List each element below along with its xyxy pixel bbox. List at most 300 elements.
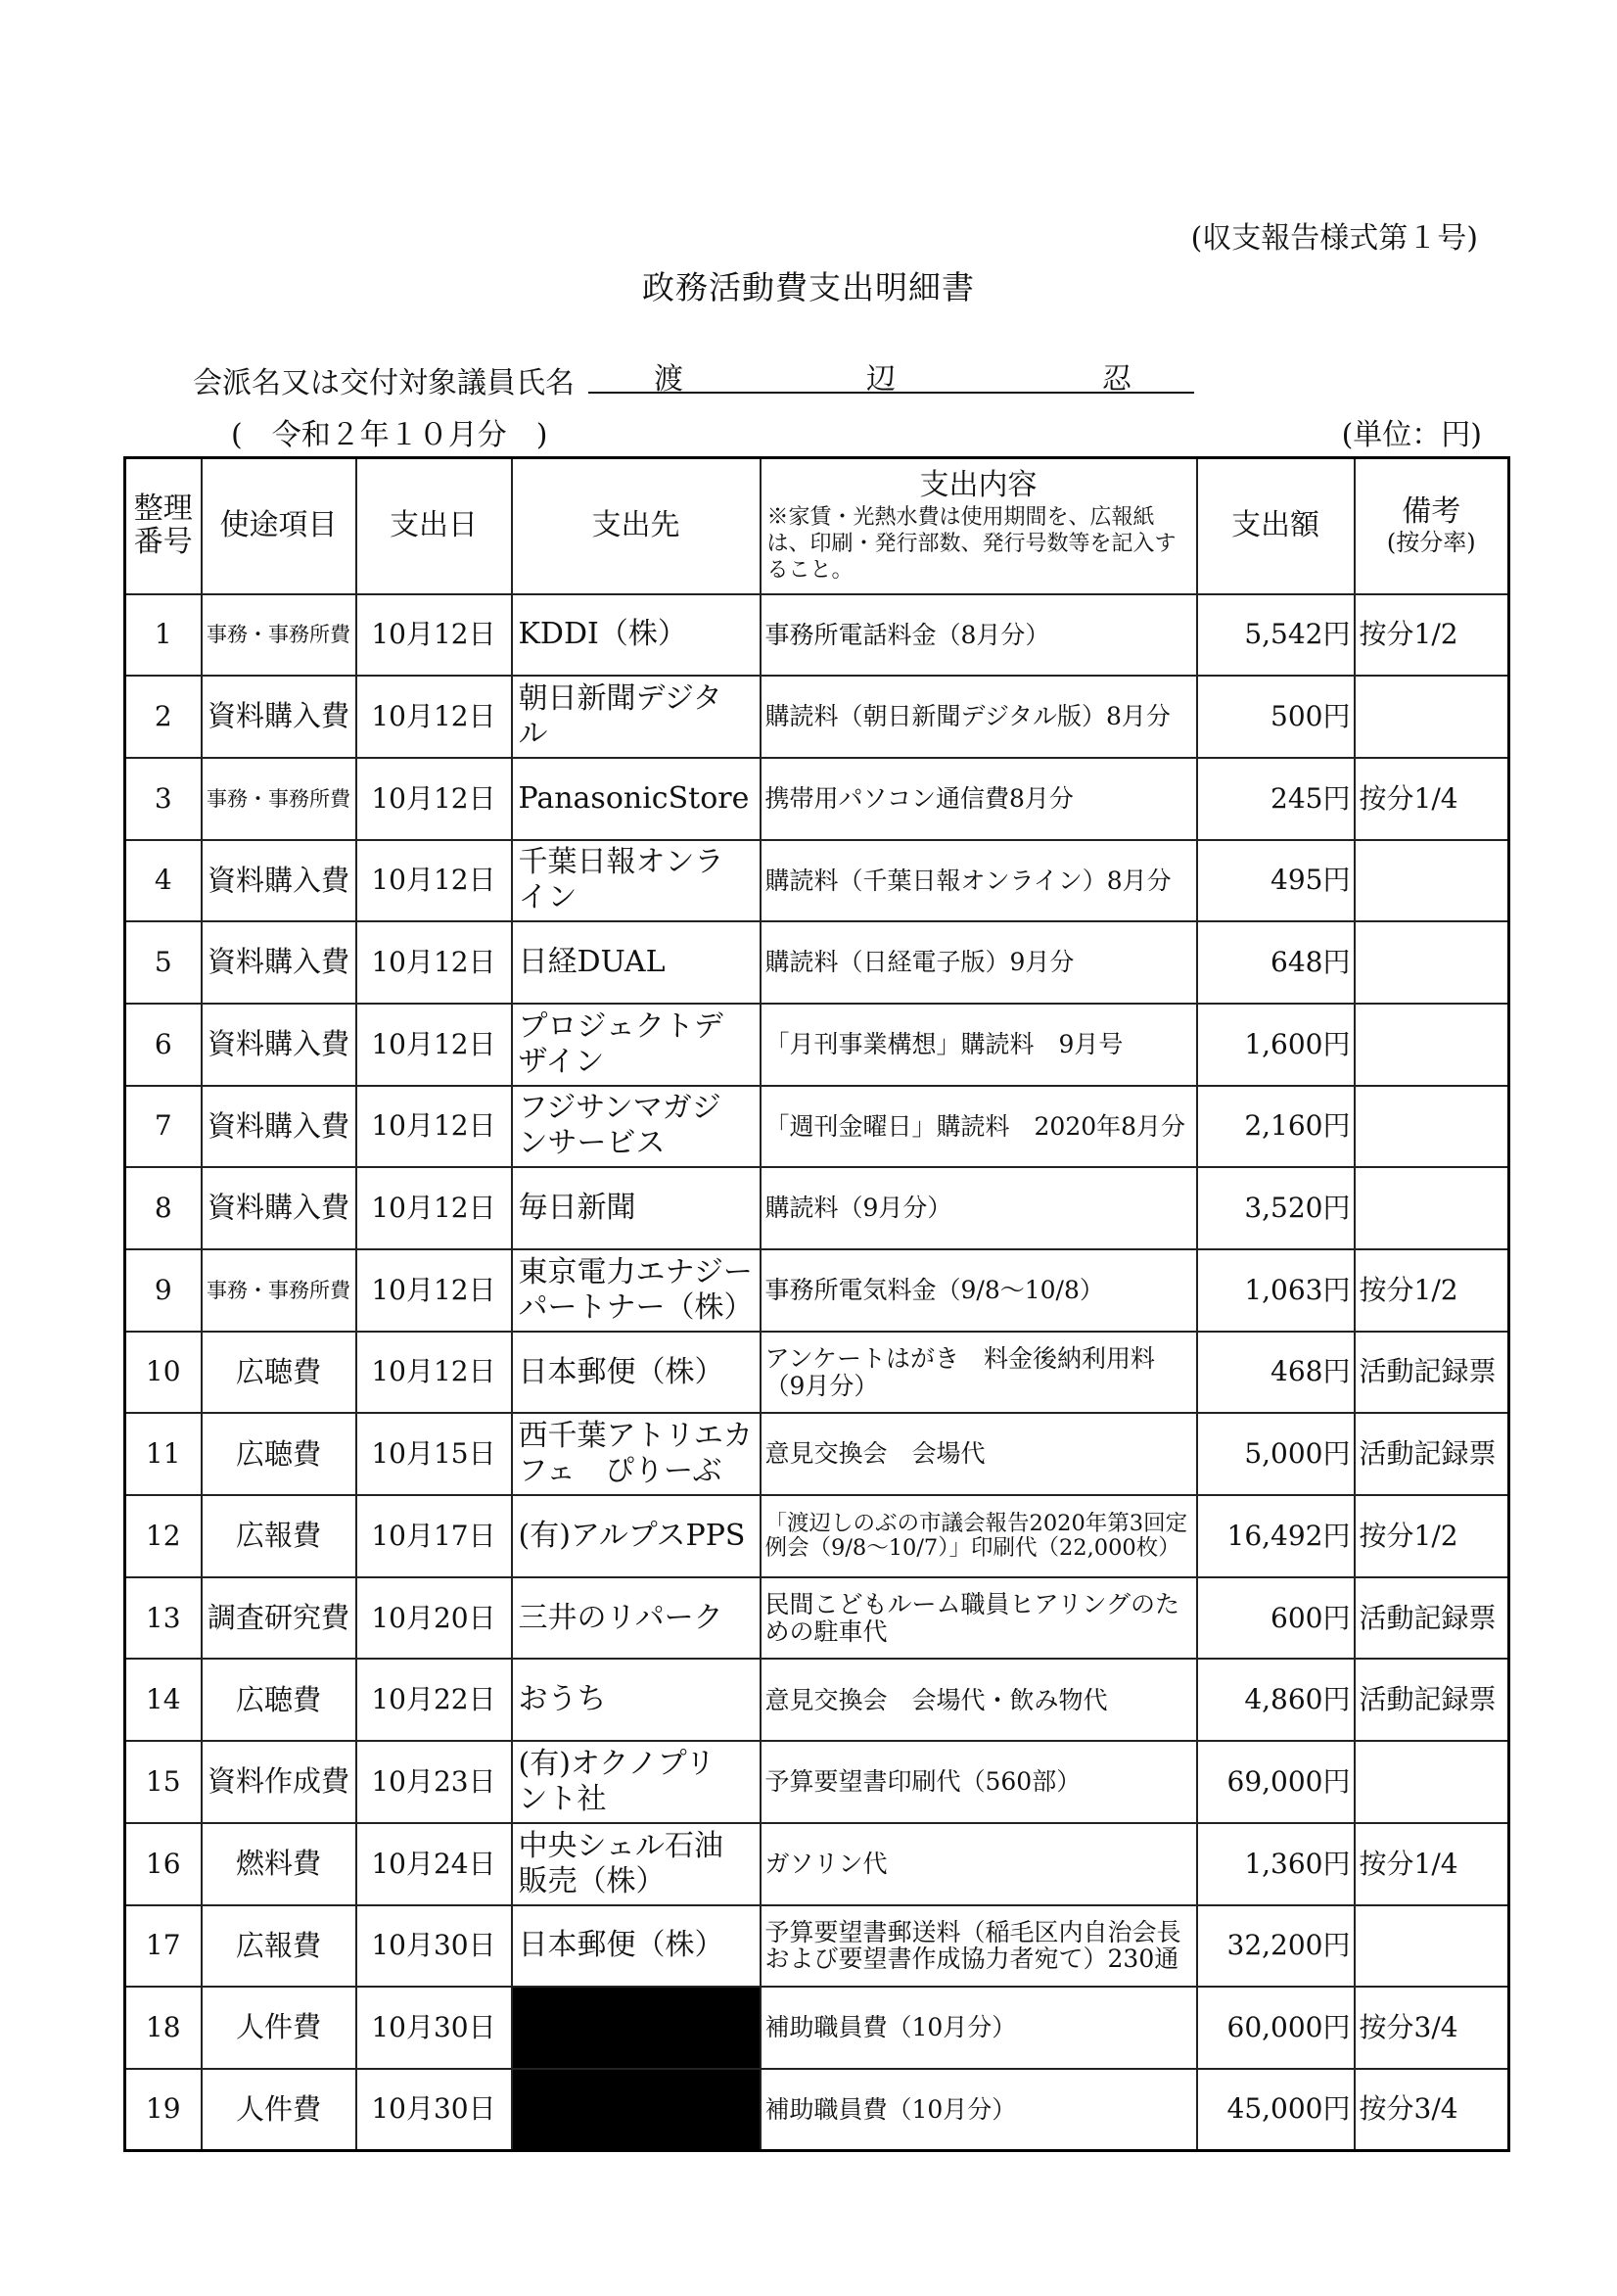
row-payee: 日本郵便（株）: [518, 1354, 724, 1389]
row-remarks-cell: [1355, 921, 1509, 1004]
row-amount: 16,492円: [1226, 1520, 1351, 1552]
row-purpose: 燃料費: [235, 1847, 321, 1880]
row-content-cell: [761, 840, 1197, 922]
member-name-char: 忍: [1102, 362, 1132, 397]
row-remarks: 按分1/2: [1359, 1274, 1458, 1306]
row-payee-cell: [512, 921, 761, 1004]
row-date-cell: [356, 840, 512, 922]
header-amount: [1197, 458, 1355, 594]
row-date: 10月12日: [371, 1110, 496, 1143]
row-no-cell: [125, 1823, 202, 1905]
row-amount-cell: [1197, 676, 1355, 758]
row-date: 10月30日: [371, 2093, 496, 2126]
row-payee: PanasonicStore: [518, 780, 750, 816]
row-amount: 69,000円: [1226, 1765, 1351, 1798]
row-purpose-cell: [202, 921, 356, 1004]
row-no-cell: [125, 1167, 202, 1249]
row-payee: フジサンマガジ ンサービス: [518, 1091, 721, 1161]
row-remarks-cell: [1355, 1987, 1509, 2069]
row-amount: 245円: [1270, 782, 1351, 815]
row-content: 「渡辺しのぶの市議会報告2020年第3回定 例会（9/8～10/7）」印刷代（22,000枚）: [764, 1512, 1188, 1561]
row-payee-cell: [512, 1249, 761, 1332]
header-payee: [512, 458, 761, 594]
row-amount-cell: [1197, 1495, 1355, 1577]
row-no: 4: [154, 865, 172, 897]
row-content: 携帯用パソコン通信費8月分: [764, 784, 1074, 813]
row-no-cell: [125, 1905, 202, 1988]
row-remarks-cell: [1355, 1495, 1509, 1577]
row-purpose-cell: [202, 1659, 356, 1741]
row-content: 民間こどもルーム職員ヒアリングのた めの駐車代: [764, 1591, 1180, 1646]
row-payee: 三井のリパーク: [518, 1600, 723, 1635]
row-amount: 648円: [1270, 947, 1351, 978]
row-no-cell: [125, 840, 202, 922]
row-date-cell: [356, 1086, 512, 1168]
table-row: [125, 1495, 1509, 1577]
table-row: [125, 1004, 1509, 1086]
row-amount: 60,000円: [1226, 2011, 1351, 2043]
member-name-field: [588, 352, 1194, 397]
row-date-cell: [356, 1167, 512, 1249]
table-header: [125, 458, 1509, 594]
row-amount: 2,160円: [1244, 1110, 1351, 1143]
row-no-cell: [125, 1741, 202, 1823]
row-payee: プロジェクトデ ザイン: [518, 1008, 723, 1079]
expense-detail-table: [123, 456, 1510, 2152]
row-no: 5: [154, 947, 172, 978]
row-content-cell: [761, 1987, 1197, 2069]
row-payee: 日経DUAL: [518, 945, 666, 980]
row-payee-cell: [512, 1332, 761, 1414]
row-amount-cell: [1197, 2069, 1355, 2151]
row-purpose-cell: [202, 1577, 356, 1660]
row-no: 6: [154, 1028, 172, 1060]
row-date-cell: [356, 1577, 512, 1660]
row-purpose-cell: [202, 594, 356, 677]
row-amount-cell: [1197, 1086, 1355, 1168]
row-purpose-cell: [202, 1332, 356, 1414]
row-payee: 中央シェル石油 販売（株）: [518, 1828, 723, 1898]
row-date-cell: [356, 758, 512, 840]
row-content-cell: [761, 1249, 1197, 1332]
row-remarks: 按分1/4: [1359, 782, 1458, 815]
header-purpose: [202, 458, 356, 594]
row-no-cell: [125, 1086, 202, 1168]
row-no: 2: [154, 700, 172, 732]
row-purpose: 広報費: [235, 1520, 321, 1553]
row-date-cell: [356, 1004, 512, 1086]
row-payee-cell: [512, 1495, 761, 1577]
row-purpose-cell: [202, 1004, 356, 1086]
row-purpose-cell: [202, 1249, 356, 1332]
row-remarks-cell: [1355, 1659, 1509, 1741]
row-amount: 1,360円: [1244, 1848, 1351, 1880]
row-no: 7: [154, 1110, 172, 1143]
table-row: [125, 1741, 1509, 1823]
row-purpose: 調査研究費: [207, 1601, 349, 1634]
row-date: 10月12日: [371, 782, 496, 815]
table-row: [125, 921, 1509, 1004]
row-amount-cell: [1197, 1659, 1355, 1741]
form-number-label: (収支報告様式第１号): [1190, 221, 1478, 256]
row-date-cell: [356, 1413, 512, 1495]
row-content: 購読料（日経電子版）9月分: [764, 949, 1075, 976]
member-name-char: 辺: [866, 362, 896, 397]
table-body: [125, 594, 1509, 2151]
header-row: [125, 458, 1509, 594]
row-no: 3: [154, 782, 172, 815]
row-amount: 45,000円: [1226, 2093, 1351, 2126]
row-purpose-cell: [202, 2069, 356, 2151]
row-payee: 毎日新聞: [518, 1191, 636, 1226]
row-payee-cell: [512, 1659, 761, 1741]
row-remarks-cell: [1355, 2069, 1509, 2151]
row-date: 10月30日: [371, 2011, 496, 2043]
row-content-cell: [761, 1659, 1197, 1741]
row-content-cell: [761, 1004, 1197, 1086]
row-payee: おうち: [518, 1682, 607, 1717]
row-remarks-cell: [1355, 1004, 1509, 1086]
member-name-char: 渡: [654, 362, 683, 397]
row-content: 購読料（朝日新聞デジタル版）8月分: [764, 703, 1171, 730]
row-purpose: 資料購入費: [207, 700, 349, 733]
row-purpose: 資料購入費: [207, 1109, 349, 1143]
row-payee: (有)オクノプリ ント社: [518, 1746, 716, 1816]
table-row: [125, 1905, 1509, 1988]
header-amount-label: 支出額: [1231, 508, 1319, 542]
row-purpose: 人件費: [235, 2092, 321, 2126]
reporting-period: ( 令和２年１０月分 ): [231, 418, 548, 452]
row-content: 意見交換会 会場代: [764, 1440, 986, 1468]
header-remarks: [1355, 458, 1509, 594]
row-date-cell: [356, 921, 512, 1004]
row-content-cell: [761, 594, 1197, 677]
row-purpose-cell: [202, 1086, 356, 1168]
row-remarks-cell: [1355, 594, 1509, 677]
row-content: 購読料（9月分）: [764, 1195, 952, 1222]
row-purpose-cell: [202, 1823, 356, 1905]
row-content-cell: [761, 1332, 1197, 1414]
row-content: ガソリン代: [764, 1850, 888, 1878]
row-purpose-cell: [202, 1905, 356, 1988]
table-row: [125, 1823, 1509, 1905]
row-remarks: 按分3/4: [1359, 2093, 1458, 2126]
table-row: [125, 758, 1509, 840]
row-no: 18: [145, 2011, 181, 2043]
row-remarks-cell: [1355, 758, 1509, 840]
row-content-cell: [761, 1905, 1197, 1988]
row-amount-cell: [1197, 594, 1355, 677]
row-date-cell: [356, 1741, 512, 1823]
row-purpose-cell: [202, 1495, 356, 1577]
row-remarks: 活動記録票: [1359, 1602, 1497, 1634]
header-no-label: 整理 番号: [133, 491, 193, 560]
row-amount-cell: [1197, 840, 1355, 922]
row-amount: 3,520円: [1244, 1193, 1351, 1225]
row-payee-cell: [512, 2069, 761, 2151]
row-amount: 32,200円: [1226, 1930, 1351, 1962]
row-no: 19: [145, 2093, 181, 2126]
row-date: 10月12日: [371, 1356, 496, 1388]
row-purpose: 資料購入費: [207, 1028, 349, 1061]
row-purpose: 広聴費: [235, 1683, 321, 1716]
header-date-label: 支出日: [390, 508, 478, 542]
row-purpose: 広聴費: [235, 1355, 321, 1388]
row-payee-cell: [512, 1004, 761, 1086]
row-date: 10月15日: [371, 1438, 496, 1471]
member-name-label: 会派名又は交付対象議員氏名: [193, 366, 575, 400]
row-amount-cell: [1197, 1332, 1355, 1414]
table-row: [125, 1413, 1509, 1495]
row-no-cell: [125, 1249, 202, 1332]
row-date: 10月22日: [371, 1684, 496, 1716]
row-no: 16: [145, 1848, 181, 1880]
row-content-cell: [761, 2069, 1197, 2151]
header-date: [356, 458, 512, 594]
header-remarks-label: 備考: [1402, 493, 1461, 529]
unit-label: (単位：円): [1341, 418, 1482, 452]
row-date-cell: [356, 1332, 512, 1414]
row-no-cell: [125, 2069, 202, 2151]
row-remarks-cell: [1355, 840, 1509, 922]
row-remarks: 活動記録票: [1359, 1684, 1497, 1716]
row-content: 意見交換会 会場代・飲み物代: [764, 1686, 1108, 1714]
row-payee-cell: [512, 758, 761, 840]
row-amount: 468円: [1270, 1356, 1351, 1388]
row-amount: 495円: [1270, 865, 1351, 897]
row-no-cell: [125, 1577, 202, 1660]
row-amount-cell: [1197, 1413, 1355, 1495]
table-row: [125, 1167, 1509, 1249]
row-amount-cell: [1197, 1167, 1355, 1249]
row-payee-cell: [512, 1413, 761, 1495]
row-amount-cell: [1197, 1823, 1355, 1905]
row-purpose-cell: [202, 1167, 356, 1249]
row-payee: 西千葉アトリエカ フェ ぴりーぶ: [518, 1419, 753, 1489]
redaction-block: [513, 2070, 760, 2148]
row-no: 1: [154, 619, 172, 651]
row-remarks-cell: [1355, 676, 1509, 758]
row-purpose-cell: [202, 1413, 356, 1495]
table-row: [125, 1577, 1509, 1660]
row-amount: 1,063円: [1244, 1274, 1351, 1306]
table-row: [125, 840, 1509, 922]
row-content: 「週刊金曜日」購読料 2020年8月分: [764, 1112, 1186, 1141]
row-content-cell: [761, 1741, 1197, 1823]
row-date: 10月20日: [371, 1602, 496, 1634]
row-remarks-cell: [1355, 1249, 1509, 1332]
table-row: [125, 594, 1509, 677]
row-date: 10月24日: [371, 1848, 496, 1880]
row-remarks-cell: [1355, 1413, 1509, 1495]
row-remarks-cell: [1355, 1086, 1509, 1168]
row-content-cell: [761, 1086, 1197, 1168]
row-amount-cell: [1197, 921, 1355, 1004]
row-purpose: 資料購入費: [207, 864, 349, 897]
row-content-cell: [761, 1823, 1197, 1905]
row-amount-cell: [1197, 1004, 1355, 1086]
row-no: 14: [145, 1684, 181, 1716]
row-payee: 朝日新聞デジタ ル: [518, 681, 722, 752]
row-purpose-cell: [202, 840, 356, 922]
row-purpose: 資料購入費: [207, 1192, 349, 1225]
row-content: 補助職員費（10月分）: [764, 2095, 1017, 2124]
row-no-cell: [125, 594, 202, 677]
table-row: [125, 2069, 1509, 2151]
row-remarks: 按分1/4: [1359, 1848, 1458, 1880]
row-payee-cell: [512, 594, 761, 677]
row-date: 10月12日: [371, 619, 496, 651]
row-date: 10月12日: [371, 947, 496, 978]
row-amount-cell: [1197, 1249, 1355, 1332]
row-no-cell: [125, 1413, 202, 1495]
row-purpose: 事務・事務所費: [207, 786, 350, 811]
row-content: 補助職員費（10月分）: [764, 2014, 1017, 2041]
row-remarks-cell: [1355, 1905, 1509, 1988]
header-purpose-label: 使途項目: [219, 508, 338, 542]
header-no: [125, 458, 202, 594]
row-payee: 日本郵便（株）: [518, 1928, 724, 1963]
row-no-cell: [125, 676, 202, 758]
row-content-cell: [761, 1413, 1197, 1495]
row-date-cell: [356, 1495, 512, 1577]
row-date-cell: [356, 594, 512, 677]
row-no-cell: [125, 1004, 202, 1086]
row-remarks: 按分1/2: [1359, 1520, 1458, 1552]
row-remarks-cell: [1355, 1167, 1509, 1249]
row-date-cell: [356, 1249, 512, 1332]
row-amount-cell: [1197, 1741, 1355, 1823]
row-content-cell: [761, 1495, 1197, 1577]
table-row: [125, 1332, 1509, 1414]
row-purpose: 資料作成費: [207, 1765, 349, 1799]
row-date: 10月17日: [371, 1520, 496, 1552]
row-payee-cell: [512, 1086, 761, 1168]
row-content: 予算要望書郵送料（稲毛区内自治会長 および要望書作成協力者宛て）230通: [764, 1918, 1181, 1973]
row-remarks-cell: [1355, 1741, 1509, 1823]
row-no-cell: [125, 1495, 202, 1577]
row-purpose: 広聴費: [235, 1437, 321, 1471]
row-payee-cell: [512, 1741, 761, 1823]
row-no: 17: [145, 1930, 181, 1962]
row-date-cell: [356, 676, 512, 758]
row-payee: KDDI（株）: [518, 617, 687, 652]
row-content: 「月刊事業構想」購読料 9月号: [764, 1031, 1124, 1058]
header-remarks-sub: (按分率): [1386, 529, 1476, 557]
row-payee: 東京電力エナジー パートナー（株）: [518, 1254, 754, 1325]
row-payee: (有)アルプスPPS: [518, 1518, 746, 1553]
row-content-cell: [761, 676, 1197, 758]
row-remarks-cell: [1355, 1332, 1509, 1414]
row-amount-cell: [1197, 1987, 1355, 2069]
row-date-cell: [356, 2069, 512, 2151]
row-date: 10月12日: [371, 1193, 496, 1225]
row-no: 15: [145, 1765, 181, 1798]
row-no-cell: [125, 1659, 202, 1741]
row-date: 10月30日: [371, 1930, 496, 1962]
row-amount: 5,542円: [1244, 619, 1351, 651]
row-remarks: 活動記録票: [1359, 1356, 1497, 1388]
row-content-cell: [761, 921, 1197, 1004]
row-no: 8: [154, 1193, 172, 1225]
row-no: 10: [145, 1356, 181, 1388]
row-amount-cell: [1197, 758, 1355, 840]
row-payee-cell: [512, 1167, 761, 1249]
table-row: [125, 1249, 1509, 1332]
row-no: 12: [145, 1520, 181, 1552]
table-row: [125, 1086, 1509, 1168]
row-payee: 千葉日報オンラ イン: [518, 845, 724, 915]
row-content: 予算要望書印刷代（560部）: [764, 1768, 1082, 1796]
row-no: 9: [154, 1274, 172, 1306]
page-title: 政務活動費支出明細書: [642, 268, 975, 306]
row-no-cell: [125, 758, 202, 840]
row-payee-cell: [512, 1577, 761, 1660]
table-row: [125, 1987, 1509, 2069]
row-content-cell: [761, 758, 1197, 840]
row-no-cell: [125, 1332, 202, 1414]
row-payee-cell: [512, 676, 761, 758]
row-amount-cell: [1197, 1577, 1355, 1660]
row-no: 11: [145, 1438, 181, 1471]
row-no: 13: [145, 1602, 181, 1634]
row-purpose: 事務・事務所費: [207, 623, 350, 647]
row-no-cell: [125, 921, 202, 1004]
row-date: 10月12日: [371, 700, 496, 732]
table-row: [125, 676, 1509, 758]
row-payee-cell: [512, 1905, 761, 1988]
row-purpose-cell: [202, 1987, 356, 2069]
row-date-cell: [356, 1987, 512, 2069]
header-content: [761, 458, 1197, 594]
row-date: 10月12日: [371, 1274, 496, 1306]
row-content-cell: [761, 1167, 1197, 1249]
row-amount-cell: [1197, 1905, 1355, 1988]
redaction-block: [513, 1989, 760, 2067]
row-payee-cell: [512, 1823, 761, 1905]
row-date-cell: [356, 1905, 512, 1988]
row-purpose-cell: [202, 676, 356, 758]
header-content-label: 支出内容: [919, 468, 1038, 502]
row-date-cell: [356, 1659, 512, 1741]
row-date: 10月12日: [371, 1028, 496, 1060]
row-remarks: 按分1/2: [1359, 619, 1458, 651]
row-date: 10月23日: [371, 1765, 496, 1798]
row-purpose: 資料購入費: [207, 946, 349, 979]
row-content: 事務所電気料金（9/8～10/8）: [764, 1277, 1104, 1304]
header-payee-label: 支出先: [591, 508, 680, 542]
row-amount: 500円: [1270, 700, 1351, 732]
row-no-cell: [125, 1987, 202, 2069]
header-content-note: ※家賃・光熱水費は使用期間を、広報紙 は、印刷・発行部数、発行号数等を記入す ること。: [766, 505, 1177, 583]
row-purpose: 人件費: [235, 2011, 321, 2044]
row-remarks: 按分3/4: [1359, 2011, 1458, 2043]
row-content: 事務所電話料金（8月分）: [764, 621, 1050, 649]
row-remarks: 活動記録票: [1359, 1438, 1497, 1471]
table-row: [125, 1659, 1509, 1741]
row-purpose-cell: [202, 758, 356, 840]
row-amount: 600円: [1270, 1602, 1351, 1634]
row-amount: 5,000円: [1244, 1438, 1351, 1471]
row-payee-cell: [512, 1987, 761, 2069]
row-amount: 4,860円: [1244, 1684, 1351, 1716]
row-remarks-cell: [1355, 1823, 1509, 1905]
row-remarks-cell: [1355, 1577, 1509, 1660]
row-purpose: 事務・事務所費: [207, 1278, 350, 1302]
row-date: 10月12日: [371, 865, 496, 897]
row-content: アンケートはがき 料金後納利用料 （9月分）: [764, 1345, 1156, 1400]
row-payee-cell: [512, 840, 761, 922]
